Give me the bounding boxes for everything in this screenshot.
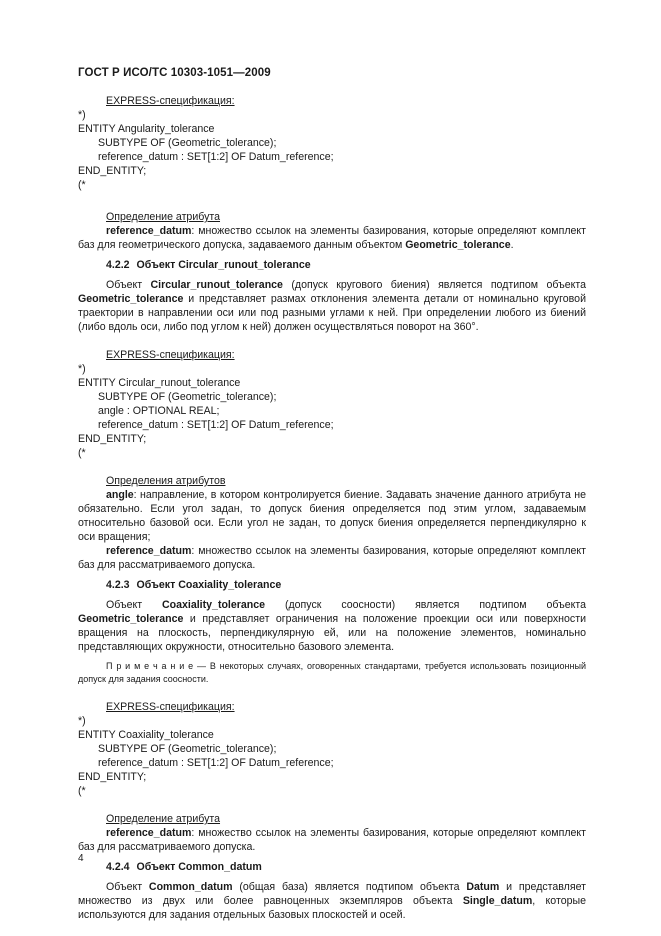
code-line: reference_datum : SET[1:2] OF Datum_reference; bbox=[98, 419, 334, 431]
note: П р и м е ч а н и е — В некоторых случаях, оговоренных стандартами, требуется использовать позиционный допуск для задания соосности. bbox=[78, 661, 586, 684]
attribute-definition-label: Определение атрибута bbox=[106, 813, 221, 825]
section-paragraph: Объект Circular_runout_tolerance (допуск кругового биения) является подтипом объекта Geometric_tolerance и представляет размах отклонения элемента детали от номинально круговой траектории в направлении оси или под разными углами к ней. При определении любого из биений (либо вдоль оси, либо под углом к ней) должен осуществляться поворот на 360°. bbox=[78, 279, 586, 333]
code-line: (* bbox=[78, 447, 86, 459]
attribute-definition: reference_datum: множество ссылок на элементы базирования, которые определяют комплект баз для геометрического допуска, задаваемого данным объектом Geometric_tolerance. bbox=[78, 225, 586, 251]
section-heading: 4.2.3 Объект Coaxiality_tolerance bbox=[106, 579, 282, 591]
code-line: reference_datum : SET[1:2] OF Datum_reference; bbox=[98, 757, 334, 769]
document-header: ГОСТ Р ИСО/ТС 10303-1051—2009 bbox=[78, 67, 271, 79]
code-line: ENTITY Circular_runout_tolerance bbox=[78, 377, 241, 389]
page-content bbox=[78, 94, 586, 922]
section-paragraph: Объект Common_datum (общая база) является подтипом объекта Datum и представляет множество из двух или более равноценных экземпляров объекта Single_datum, которые используются для задания отдельных базовых плоскостей и осей. bbox=[78, 881, 586, 921]
code-line: *) bbox=[78, 715, 86, 727]
code-line: (* bbox=[78, 785, 86, 797]
express-spec-label: EXPRESS-спецификация: bbox=[106, 701, 235, 713]
express-code-block bbox=[78, 108, 586, 192]
attribute-definition: reference_datum: множество ссылок на элементы базирования, которые определяют комплект баз для рассматриваемого допуска. bbox=[78, 545, 586, 571]
code-line: ENTITY Coaxiality_tolerance bbox=[78, 729, 214, 741]
code-line: SUBTYPE OF (Geometric_tolerance); bbox=[98, 137, 277, 149]
section-paragraph: Объект Coaxiality_tolerance (допуск соосности) является подтипом объекта Geometric_tolerance и представляет ограничения на положение проекции оси или поверхности вращения на плоскость, перпендикулярную ей, или на положение элементов, номинально представляющих окружности, относительно базового элемента. bbox=[78, 599, 586, 653]
code-line: angle : OPTIONAL REAL; bbox=[98, 405, 220, 417]
code-line: SUBTYPE OF (Geometric_tolerance); bbox=[98, 743, 277, 755]
code-line: reference_datum : SET[1:2] OF Datum_reference; bbox=[98, 151, 334, 163]
page-number: 4 bbox=[78, 853, 84, 864]
code-line: *) bbox=[78, 363, 86, 375]
code-line: (* bbox=[78, 179, 86, 191]
code-line: END_ENTITY; bbox=[78, 165, 147, 177]
attribute-definition: angle: направление, в котором контролируется биение. Задавать значение данного атрибута не обязательно. Если угол задан, то допуск биения определяется под этим углом, задаваемым относительно базовой оси. Если угол не задан, то допуск биения определяется перпендикулярно к оси вращения; bbox=[78, 489, 586, 543]
express-code-block bbox=[78, 714, 586, 798]
code-line: END_ENTITY; bbox=[78, 433, 147, 445]
express-spec-label: EXPRESS-спецификация: bbox=[106, 349, 235, 361]
attribute-definition-label: Определение атрибута bbox=[106, 211, 221, 223]
express-code-block bbox=[78, 362, 586, 460]
code-line: ENTITY Angularity_tolerance bbox=[78, 123, 215, 135]
section-heading: 4.2.4 Объект Common_datum bbox=[106, 861, 262, 873]
code-line: SUBTYPE OF (Geometric_tolerance); bbox=[98, 391, 277, 403]
code-line: END_ENTITY; bbox=[78, 771, 147, 783]
attribute-definitions-label: Определения атрибутов bbox=[106, 475, 226, 487]
express-spec-label: EXPRESS-спецификация: bbox=[106, 95, 235, 107]
attribute-definition: reference_datum: множество ссылок на элементы базирования, которые определяют комплект баз для рассматриваемого допуска. bbox=[78, 827, 586, 853]
section-heading: 4.2.2 Объект Circular_runout_tolerance bbox=[106, 259, 311, 271]
code-line: *) bbox=[78, 109, 86, 121]
